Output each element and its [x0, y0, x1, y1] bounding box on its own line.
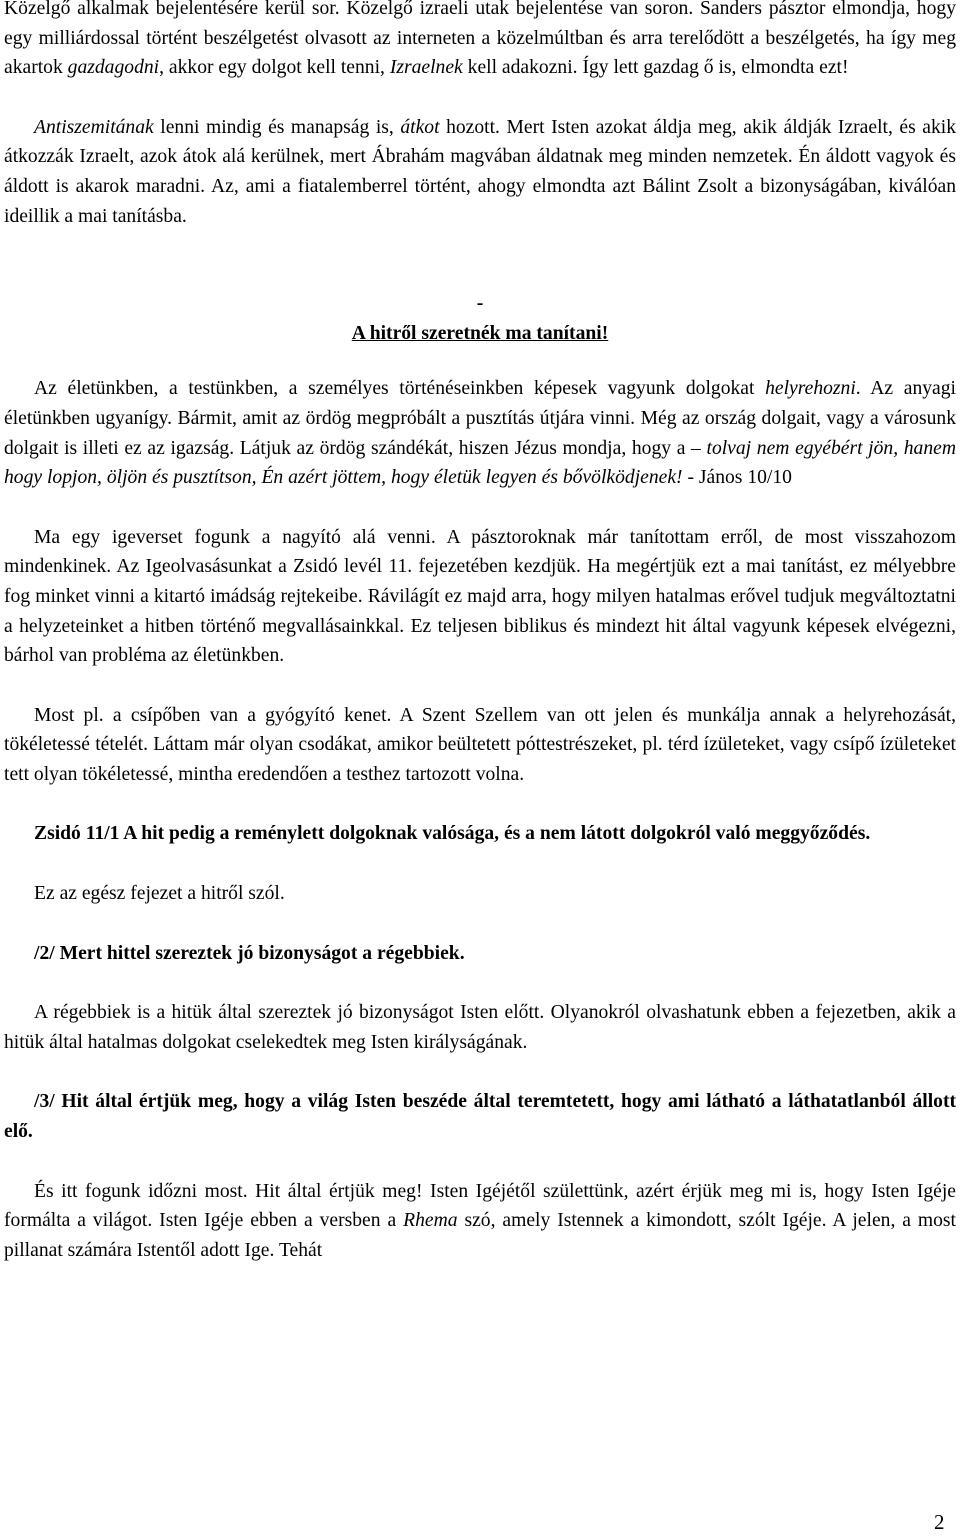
- text-segment: A régebbiek is a hitük által szereztek jó bizonyságot Isten előtt. Olyanokról olvashatunk ebben a fejezetben, akik a hitük által hatalmas dolgokat cselekedtek meg Isten királyságának.: [4, 1002, 956, 1053]
- document-page: [4, 0, 956, 1265]
- italic-text: gazdagodni: [67, 57, 160, 79]
- text-segment: Ma egy igeverset fogunk a nagyító alá venni. A pásztoroknak már tanítottam erről, de most visszahozom mindenkinek. Az Igeolvasásunkat a Zsidó levél 11. fejezetében kezdjük. Ha megértjük ezt a mai tanítást, ez mélyebbre fog minket vinni a kitartó imádság rejtekeibe. Rávilágít ez majd arra, hogy milyen hatalmas erővel tudjuk megváltoztatni a helyzeteinket a hitben történő megvallásainkkal. Ez teljesen biblikus és mindezt hit által vagyunk képesek elvégezni, bárhol van probléma az életünkben.: [4, 526, 956, 667]
- paragraph-elders: [4, 998, 956, 1057]
- bible-verse-hebrews-11-1: [4, 819, 956, 849]
- text-segment: . Az anyagi életünkben ugyanígy. Bármit, amit az ördög megpróbált a pusztítás útjára vinni. Még az ország dolgait, vagy a városunk dolgait is illeti ez az igazság. Látjuk az ördög szándékát, hiszen Jézus mondja, hogy a –: [4, 378, 956, 459]
- bible-verse-2: [4, 939, 956, 969]
- text-segment: /3/ Hit által értjük meg, hogy a világ Isten beszéde által teremtetett, hogy ami látható a láthatatlanból állott elő.: [4, 1091, 956, 1143]
- text-segment: lenni mindig és manapság is,: [153, 116, 401, 138]
- text-segment: kell adakozni. Így lett gazdag ő is, elmondta ezt!: [462, 57, 849, 79]
- separator-dash: -: [476, 293, 484, 315]
- text-segment: Zsidó 11/1 A hit pedig a reménylett dolgoknak valósága, és a nem látott dolgokról való meggyőződés.: [34, 823, 871, 845]
- text-segment: /2/ Mert hittel szereztek jó bizonyságot a régebbiek.: [34, 942, 465, 964]
- paragraph-restoration: [4, 374, 956, 492]
- paragraph-announcements: [4, 0, 956, 83]
- italic-text: Izraelnek: [389, 57, 463, 79]
- italic-text: átkot: [400, 116, 440, 138]
- text-segment: szó, amely Istennek a kimondott, szólt Igéje. A jelen, a most pillanat számára Istentől adott Ige. Tehát: [4, 1210, 956, 1261]
- text-segment: Ez az egész fejezet a hitről szól.: [34, 883, 285, 905]
- text-segment: Most pl. a csípőben van a gyógyító kenet. A Szent Szellem van ott jelen és munkálja annak a helyrehozását, tökéletessé tételét. Láttam már olyan csodákat, amikor beültetett póttestrészeket, pl. térd ízületeket, vagy csípő ízületeket tett olyan tökéletessé, mintha eredendően a testhez tartozott volna.: [4, 704, 956, 785]
- text-segment: - János 10/10: [682, 467, 792, 489]
- section-heading: A hitről szeretnék ma tanítani!: [351, 322, 609, 344]
- paragraph-rhema: [4, 1177, 956, 1266]
- text-segment: És itt fogunk időzni most. Hit által értjük meg! Isten Igéjétől születtünk, azért érjük meg mi is, hogy Isten Igéje formálta a világot. Isten Igéje ebben a versben a: [4, 1180, 956, 1232]
- paragraph-chapter-about-faith: [4, 879, 956, 909]
- text-segment: , akkor egy dolgot kell tenni,: [159, 57, 390, 79]
- italic-text: Rhema: [403, 1210, 458, 1232]
- bible-verse-3: [4, 1087, 956, 1146]
- paragraph-healing: [4, 701, 956, 790]
- page-number: 2: [934, 1510, 945, 1534]
- italic-text: Antiszemitának: [34, 116, 154, 138]
- text-segment: hozott. Mert Isten azokat áldja meg, akik áldják Izraelt, és akik átkozzák Izraelt, azok átok alá kerülnek, mert Ábrahám magvában áldatnak meg minden nemzetek. Én áldott vagyok és áldott is akarok maradni. Az, ami a fiatalemberrel történt, ahogy elmondta azt Bálint Zsolt a bizonyságában, kiválóan ideillik a mai tanításba.: [4, 116, 956, 227]
- paragraph-verse-intro: [4, 523, 956, 671]
- italic-text: helyrehozni: [765, 378, 856, 400]
- italic-text: tolvaj nem egyébért jön, hanem hogy lopjon, öljön és pusztítson, Én azért jöttem, hogy életük legyen és bővölködjenek!: [4, 437, 956, 489]
- text-segment: Közelgő alkalmak bejelentésére kerül sor. Közelgő izraeli utak bejelentése van soron. Sanders pásztor elmondja, hogy egy milliárdossal történt beszélgetést olvasott az interneten a közelmúltban és arra terelődött a beszélgetés, ha így meg akartok: [4, 0, 956, 79]
- text-segment: Az életünkben, a testünkben, a személyes történéseinkben képesek vagyunk dolgokat: [34, 378, 766, 400]
- paragraph-antisemitism: [4, 113, 956, 231]
